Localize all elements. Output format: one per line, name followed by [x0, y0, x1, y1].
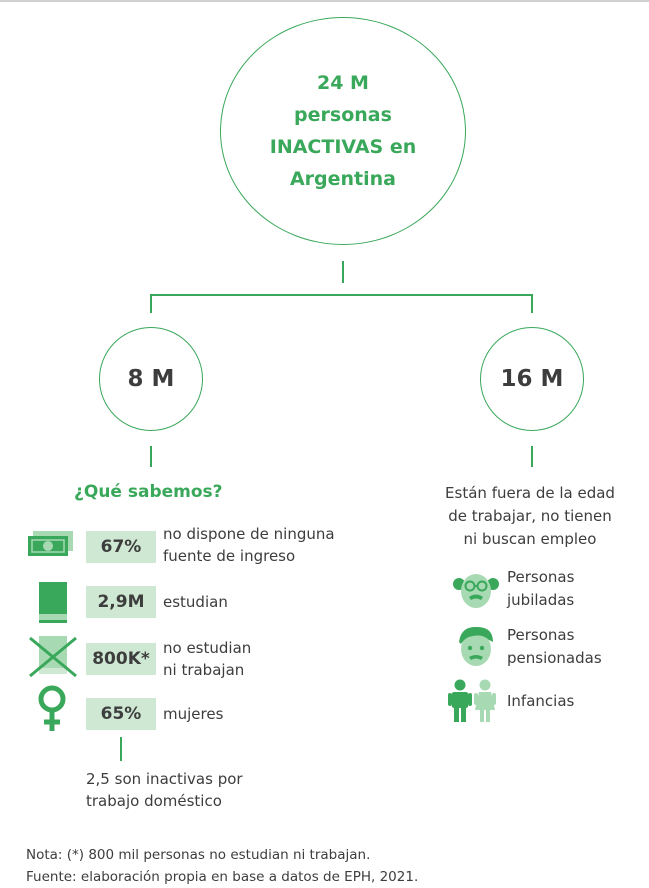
money-icon	[27, 530, 75, 562]
stat-desc-study	[163, 591, 228, 613]
stat-desc-line: fuente de ingreso	[163, 547, 296, 565]
footer	[26, 844, 418, 888]
connector-root-down	[342, 261, 344, 283]
stat-value-study: 2,9M	[86, 586, 156, 618]
note-line: 2,5 son inactivas por	[86, 770, 243, 788]
group-label-line: Personas	[507, 626, 575, 644]
stat-desc-line: estudian	[163, 593, 228, 611]
book-icon	[37, 580, 69, 628]
group-label-children	[507, 690, 574, 713]
root-title-line: personas	[294, 104, 392, 126]
stat-value-women: 65%	[86, 698, 156, 730]
group-label-line: Infancias	[507, 692, 575, 710]
connector-women-note	[120, 737, 122, 761]
root-title-line: Argentina	[289, 168, 396, 190]
group-label-pensioned	[507, 624, 602, 670]
root-circle	[220, 17, 466, 245]
stat-desc-line: ni trabajan	[163, 661, 245, 679]
right-desc-line: ni buscan empleo	[463, 530, 597, 548]
group-label-line: jubiladas	[507, 591, 575, 609]
left-branch-value: 8 M	[127, 366, 175, 392]
right-desc-line: Están fuera de la edad	[445, 484, 615, 502]
connector-right-below	[531, 446, 533, 467]
stat-desc-line: no dispone de ninguna	[163, 525, 335, 543]
footer-note: Nota: (*) 800 mil personas no estudian ni trabajan.	[26, 847, 371, 863]
stat-value-neet: 800K*	[86, 643, 156, 675]
connector-horizontal	[150, 294, 532, 296]
group-label-retired	[507, 566, 574, 612]
root-title-line: 24 M	[317, 72, 369, 94]
left-branch-circle	[99, 327, 203, 431]
crossed-book-icon	[26, 634, 80, 684]
adult-face-icon	[453, 624, 499, 672]
right-desc-line: de trabajar, no tienen	[448, 507, 612, 525]
left-heading: ¿Qué sabemos?	[74, 482, 223, 502]
root-title	[270, 67, 416, 195]
connector-left-below	[150, 446, 152, 467]
stat-desc-neet	[163, 637, 251, 681]
stat-desc-line: no estudian	[163, 639, 252, 657]
right-branch-circle	[480, 327, 584, 431]
connector-left-down	[150, 294, 152, 313]
domestic-work-note	[86, 768, 243, 812]
stat-value-income: 67%	[86, 531, 156, 563]
connector-right-down	[531, 294, 533, 313]
top-border	[0, 0, 649, 2]
stat-desc-women	[163, 703, 223, 725]
right-description	[430, 482, 630, 551]
group-label-line: pensionadas	[507, 649, 602, 667]
elderly-face-icon	[452, 570, 500, 614]
root-title-line: INACTIVAS en	[269, 136, 417, 158]
footer-source: Fuente: elaboración propia en base a datos de EPH, 2021.	[26, 869, 419, 885]
children-icon	[446, 678, 498, 728]
note-line: trabajo doméstico	[86, 792, 222, 810]
group-label-line: Personas	[507, 568, 575, 586]
stat-desc-line: mujeres	[163, 705, 224, 723]
right-branch-value: 16 M	[500, 366, 564, 392]
stat-desc-income	[163, 523, 335, 567]
female-symbol-icon	[36, 685, 68, 739]
